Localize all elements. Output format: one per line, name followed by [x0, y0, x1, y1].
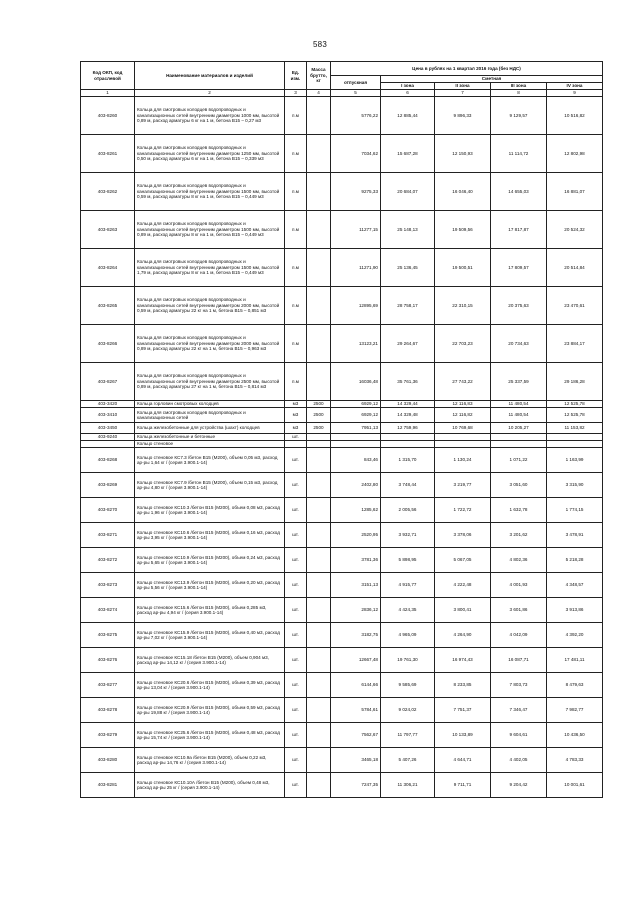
price-zone-3: 20 734,63	[491, 325, 547, 363]
product-code: 403-8263	[81, 211, 135, 249]
gross-mass	[307, 325, 331, 363]
gross-mass	[307, 211, 331, 249]
table-row	[81, 448, 603, 473]
price-zone-3: 7 346,47	[491, 698, 547, 723]
price-zone-4: 12 802,98	[547, 135, 603, 173]
product-name: Кольца железобетонные и бетонные	[135, 434, 285, 441]
table-row	[81, 548, 603, 573]
price-zone-4: 23 884,17	[547, 325, 603, 363]
product-name: Кольцо стеновое КС7.3 /бетон В15 (М200), объем 0,05 м3, расход ар-ры 1,64 кг / (серия 3.900.1-14)	[135, 448, 285, 473]
price-zone-4	[547, 441, 603, 448]
price-zone-2: 12 116,83	[435, 401, 491, 408]
price-zone-3: 17 817,87	[491, 211, 547, 249]
price-zone-1: 11 797,77	[381, 723, 435, 748]
price-zone-3: 11 480,54	[491, 401, 547, 408]
release-price: 3151,13	[331, 573, 381, 598]
table-row	[81, 598, 603, 623]
table-row	[81, 211, 603, 249]
unit: шт.	[285, 548, 307, 573]
release-price: 9275,33	[331, 173, 381, 211]
price-zone-2	[435, 434, 491, 441]
gross-mass	[307, 548, 331, 573]
price-zone-1: 9 024,02	[381, 698, 435, 723]
price-zone-4: 11 153,82	[547, 423, 603, 434]
table-row	[81, 441, 603, 448]
product-name: Кольцо стеновое КС10.9 /бетон В15 (М200), объем 0,24 м3, расход ар-ры 5,65 кг / (серия 3.900.1-14)	[135, 548, 285, 573]
product-code: 403-9240	[81, 434, 135, 441]
table-row	[81, 473, 603, 498]
price-zone-3: 4 042,09	[491, 623, 547, 648]
price-zone-3: 11 114,72	[491, 135, 547, 173]
release-price: 5784,61	[331, 698, 381, 723]
price-zone-1: 15 687,28	[381, 135, 435, 173]
price-zone-2: 3 378,06	[435, 523, 491, 548]
product-code: 403-8265	[81, 287, 135, 325]
column-number: 7	[435, 90, 491, 97]
product-name: Кольца для смотровых колодцев водопроводных и канализационных сетей внутренним диаметром 2500 мм, высотой 0,89 м, расход арматуры 27 кг на 1 м, бетона В15 – 0,814 м3	[135, 363, 285, 401]
price-zone-3	[491, 434, 547, 441]
release-price: 12895,69	[331, 287, 381, 325]
gross-mass	[307, 673, 331, 698]
unit: п.м	[285, 173, 307, 211]
price-zone-3: 7 803,73	[491, 673, 547, 698]
price-zone-4: 4 348,57	[547, 573, 603, 598]
price-zone-2: 12 150,93	[435, 135, 491, 173]
product-code: 403-8269	[81, 473, 135, 498]
release-price: 7562,67	[331, 723, 381, 748]
product-code: 403-3410	[81, 408, 135, 423]
product-code: 403-8274	[81, 598, 135, 623]
gross-mass	[307, 287, 331, 325]
gross-mass: 2500	[307, 423, 331, 434]
gross-mass	[307, 523, 331, 548]
table-row	[81, 573, 603, 598]
product-name: Кольцо стеновое КС25.6 /бетон В15 (М200), объем 0,48 м3, расход ар-ры 15,74 кг / (серия 3.900.1-14)	[135, 723, 285, 748]
price-zone-1: 28 758,17	[381, 287, 435, 325]
header-price-title: Цена в рублях на 1 квартал 2016 года (без НДС)	[331, 62, 603, 76]
product-code: 403-8271	[81, 523, 135, 548]
price-zone-3: 1 632,78	[491, 498, 547, 523]
header-name: Наименование материалов и изделий	[135, 62, 285, 90]
product-code: 403-3450	[81, 423, 135, 434]
price-zone-1: 29 264,67	[381, 325, 435, 363]
price-zone-2: 1 130,24	[435, 448, 491, 473]
product-name: Кольца для смотровых колодцев водопроводных и канализационных сетей внутренним диаметром 2000 мм, высотой 0,59 м, расход арматуры 22 кг на 1 м, бетона В15 – 0,851 м3	[135, 287, 285, 325]
release-price: 3781,36	[331, 548, 381, 573]
release-price: 11271,90	[331, 249, 381, 287]
product-name: Кольца для смотровых колодцев водопроводных и канализационных сетей внутренним диаметром 1250 мм, высотой 0,50 м, расход арматуры 6 кг на 1 м, бетона В15 – 0,339 м3	[135, 135, 285, 173]
product-name: Кольцо стеновое КС15.18 /бетон В15 (М200), объем 0,904 м3, расход ар-ры 14,12 кг / (серия 3.900.1-14)	[135, 648, 285, 673]
gross-mass: 2500	[307, 401, 331, 408]
price-zone-1: 12 759,96	[381, 423, 435, 434]
price-zone-4: 10 001,61	[547, 773, 603, 798]
price-zone-2: 12 116,82	[435, 408, 491, 423]
table-row	[81, 773, 603, 798]
column-number: 9	[547, 90, 603, 97]
price-zone-4: 4 392,20	[547, 623, 603, 648]
price-zone-3: 3 051,60	[491, 473, 547, 498]
table-row	[81, 748, 603, 773]
price-zone-1: 4 965,09	[381, 623, 435, 648]
gross-mass	[307, 173, 331, 211]
table-row	[81, 698, 603, 723]
price-zone-3: 10 205,27	[491, 423, 547, 434]
release-price: 3465,18	[331, 748, 381, 773]
product-code: 403-8281	[81, 773, 135, 798]
price-zone-4: 1 163,99	[547, 448, 603, 473]
release-price: 6929,12	[331, 401, 381, 408]
table-row	[81, 723, 603, 748]
product-code: 403-8270	[81, 498, 135, 523]
price-zone-1: 2 005,56	[381, 498, 435, 523]
gross-mass	[307, 135, 331, 173]
price-zone-4: 1 774,15	[547, 498, 603, 523]
table-row	[81, 648, 603, 673]
release-price: 3182,75	[331, 623, 381, 648]
price-zone-4: 20 514,84	[547, 249, 603, 287]
price-zone-4: 10 516,82	[547, 97, 603, 135]
product-name: Кольцо стеновое КС7.9 /бетон В15 (М200), объем 0,15 м3, расход ар-ры 4,80 кг / (серия 3.900.1-14)	[135, 473, 285, 498]
price-zone-1: 20 684,07	[381, 173, 435, 211]
price-zone-2: 8 233,85	[435, 673, 491, 698]
table-row	[81, 173, 603, 211]
price-zone-4: 3 913,86	[547, 598, 603, 623]
price-zone-4: 20 524,32	[547, 211, 603, 249]
price-zone-3: 3 601,86	[491, 598, 547, 623]
product-name: Кольцо стеновое КС10.9а /бетон В15 (М200), объем 0,22 м3, расход ар-ры 14,76 кг / (серия 3.900.1-14)	[135, 748, 285, 773]
table-body	[81, 97, 603, 798]
price-zone-2: 19 509,56	[435, 211, 491, 249]
unit: шт.	[285, 498, 307, 523]
header-zone2: II зона	[435, 83, 491, 90]
unit: п.м	[285, 97, 307, 135]
price-zone-4	[547, 434, 603, 441]
product-name: Кольцо стеновое КС20.6 /бетон В15 (М200), объем 0,39 м3, расход ар-ры 13,04 кг / (серия 3.900.1-14)	[135, 673, 285, 698]
release-price: 11277,15	[331, 211, 381, 249]
price-zone-4: 4 783,33	[547, 748, 603, 773]
product-name: Кольцо стеновое КС13.9 /бетон В15 (М200), объем 0,20 м3, расход ар-ры 5,56 кг / (серия 3.900.1-14)	[135, 573, 285, 598]
unit: шт.	[285, 473, 307, 498]
gross-mass	[307, 473, 331, 498]
unit: п.м	[285, 135, 307, 173]
price-zone-4: 12 525,78	[547, 401, 603, 408]
unit: шт.	[285, 748, 307, 773]
price-zone-2: 5 067,05	[435, 548, 491, 573]
product-name: Кольцо стеновое КС20.9 /бетон В15 (М200), объем 0,59 м3, расход ар-ры 19,88 кг / (серия 3.900.1-14)	[135, 698, 285, 723]
product-name: Кольца горловин смотровых колодцев	[135, 401, 285, 408]
table-row	[81, 498, 603, 523]
release-price	[331, 441, 381, 448]
release-price: 7034,62	[331, 135, 381, 173]
unit	[285, 441, 307, 448]
gross-mass	[307, 498, 331, 523]
price-zone-2: 22 310,15	[435, 287, 491, 325]
product-code: 403-8268	[81, 448, 135, 473]
gross-mass	[307, 573, 331, 598]
product-code: 403-8275	[81, 623, 135, 648]
release-price: 843,46	[331, 448, 381, 473]
header-zone4: IV зона	[547, 83, 603, 90]
price-zone-1: 1 315,70	[381, 448, 435, 473]
release-price: 2836,12	[331, 598, 381, 623]
product-code: 403-8279	[81, 723, 135, 748]
product-name: Кольца для смотровых колодцев водопроводных и канализационных сетей внутренним диаметром 1000 мм, высотой 0,89 м, расход арматуры 6 кг на 1 м, бетона В15 – 0,27 м3	[135, 97, 285, 135]
table-row	[81, 523, 603, 548]
header-estimate: Сметная	[381, 76, 603, 83]
release-price: 13123,21	[331, 325, 381, 363]
price-zone-1: 5 407,26	[381, 748, 435, 773]
price-zone-3: 4 001,93	[491, 573, 547, 598]
price-zone-4: 16 881,07	[547, 173, 603, 211]
product-name: Кольцо стеновое КС10.3 /бетон В15 (М200), объем 0,08 м3, расход ар-ры 1,96 кг / (серия 3.900.1-14)	[135, 498, 285, 523]
price-zone-3: 20 375,63	[491, 287, 547, 325]
price-zone-3: 9 129,57	[491, 97, 547, 135]
price-zone-4: 29 186,28	[547, 363, 603, 401]
price-zone-1: 4 915,77	[381, 573, 435, 598]
page-number: 583	[313, 40, 327, 49]
price-zone-2: 3 800,41	[435, 598, 491, 623]
price-zone-1: 11 306,21	[381, 773, 435, 798]
gross-mass	[307, 448, 331, 473]
price-zone-1: 12 885,44	[381, 97, 435, 135]
product-code: 403-8277	[81, 673, 135, 698]
price-zone-1: 25 136,45	[381, 249, 435, 287]
unit: шт.	[285, 648, 307, 673]
release-price: 7951,13	[331, 423, 381, 434]
product-code: 403-8278	[81, 698, 135, 723]
unit: м3	[285, 408, 307, 423]
product-name: Кольцо стеновое КС10.6 /бетон В15 (М200), объем 0,16 м3, расход ар-ры 3,95 кг / (серия 3.900.1-14)	[135, 523, 285, 548]
release-price: 6144,66	[331, 673, 381, 698]
column-number: 6	[381, 90, 435, 97]
price-zone-3	[491, 441, 547, 448]
release-price: 2402,80	[331, 473, 381, 498]
table-row	[81, 325, 603, 363]
price-zone-1: 3 932,71	[381, 523, 435, 548]
column-number: 3	[285, 90, 307, 97]
price-zone-3: 9 204,42	[491, 773, 547, 798]
unit: шт.	[285, 523, 307, 548]
product-name: Кольца для смотровых колодцев водопроводных и канализационных сетей внутренним диаметром 1500 мм, высотой 0,89 м, расход арматуры 8 кг на 1 м, бетона В15 – 0,449 м3	[135, 211, 285, 249]
gross-mass	[307, 434, 331, 441]
price-zone-3: 4 802,36	[491, 548, 547, 573]
table-row	[81, 434, 603, 441]
price-zone-1: 9 585,69	[381, 673, 435, 698]
price-zone-2: 10 133,89	[435, 723, 491, 748]
price-zone-4: 17 481,11	[547, 648, 603, 673]
price-zone-4: 3 315,90	[547, 473, 603, 498]
unit: п.м	[285, 249, 307, 287]
product-name: Кольца для смотровых колодцев водопроводных и канализационных сетей внутренним диаметром 2000 мм, высотой 0,89 м, расход арматуры 22 кг на 1 м, бетона В15 – 0,963 м3	[135, 325, 285, 363]
price-zone-4: 10 436,50	[547, 723, 603, 748]
price-zone-1: 14 329,44	[381, 401, 435, 408]
product-code: 403-3420	[81, 401, 135, 408]
unit: шт.	[285, 434, 307, 441]
column-number: 5	[331, 90, 381, 97]
product-code: 403-8264	[81, 249, 135, 287]
price-zone-3: 14 655,03	[491, 173, 547, 211]
table-row	[81, 363, 603, 401]
price-zone-3: 16 087,71	[491, 648, 547, 673]
price-zone-2: 19 500,51	[435, 249, 491, 287]
gross-mass	[307, 97, 331, 135]
header-code: Код ОКП, код отраслевой	[81, 62, 135, 90]
unit: п.м	[285, 287, 307, 325]
price-zone-4: 12 525,78	[547, 408, 603, 423]
price-zone-3: 4 402,05	[491, 748, 547, 773]
price-zone-2: 22 703,23	[435, 325, 491, 363]
table-row	[81, 97, 603, 135]
price-zone-2: 4 264,90	[435, 623, 491, 648]
table-row	[81, 423, 603, 434]
table-row	[81, 623, 603, 648]
price-zone-3: 25 337,59	[491, 363, 547, 401]
product-name: Кольцо стеновое КС15.6 /бетон В15 (М200), объем 0,285 м3, расход ар-ры 4,94 кг / (серия 3.900.1-14)	[135, 598, 285, 623]
price-zone-1: 19 761,30	[381, 648, 435, 673]
price-zone-1: 4 424,35	[381, 598, 435, 623]
column-numbers-row	[81, 90, 603, 97]
price-zone-1: 35 761,36	[381, 363, 435, 401]
table-row	[81, 287, 603, 325]
price-zone-2: 16 046,40	[435, 173, 491, 211]
product-name: Кольцо стеновое КС10.10А /бетон В15 (М200), объем 0,48 м3, расход ар-ры 25 кг / (серия 3.900.1-14)	[135, 773, 285, 798]
price-zone-2: 10 769,68	[435, 423, 491, 434]
price-zone-4: 23 470,61	[547, 287, 603, 325]
price-zone-4: 3 478,91	[547, 523, 603, 548]
price-zone-4: 8 479,63	[547, 673, 603, 698]
price-zone-3: 3 201,62	[491, 523, 547, 548]
unit: шт.	[285, 698, 307, 723]
product-name: Кольца для смотровых колодцев водопроводных и канализационных сетей внутренним диаметром 1500 мм, высотой 1,79 м, расход арматуры 8 кг на 1 м, бетона В15 – 0,449 м3	[135, 249, 285, 287]
price-zone-1: 25 148,13	[381, 211, 435, 249]
release-price: 5776,22	[331, 97, 381, 135]
column-number: 4	[307, 90, 331, 97]
unit: шт.	[285, 448, 307, 473]
price-zone-2	[435, 441, 491, 448]
price-zone-1: 14 329,48	[381, 408, 435, 423]
unit: п.м	[285, 211, 307, 249]
price-zone-4: 7 982,77	[547, 698, 603, 723]
product-name: Кольца для смотровых колодцев водопроводных и канализационных сетей	[135, 408, 285, 423]
product-code	[81, 441, 135, 448]
header-zone1: I зона	[381, 83, 435, 90]
unit: п.м	[285, 325, 307, 363]
column-number: 1	[81, 90, 135, 97]
gross-mass	[307, 249, 331, 287]
price-zone-1: 5 898,95	[381, 548, 435, 573]
product-code: 403-8267	[81, 363, 135, 401]
gross-mass: 2500	[307, 408, 331, 423]
price-zone-2: 7 751,37	[435, 698, 491, 723]
header-release: отпускная	[331, 76, 381, 90]
product-name: Кольца железобетонные для устройства (шахт) колодцев	[135, 423, 285, 434]
price-zone-2: 3 219,77	[435, 473, 491, 498]
gross-mass	[307, 598, 331, 623]
unit: шт.	[285, 723, 307, 748]
unit: шт.	[285, 773, 307, 798]
unit: шт.	[285, 623, 307, 648]
price-zone-2: 9 711,71	[435, 773, 491, 798]
header-mass: Масса брутто, кг	[307, 62, 331, 90]
unit: м3	[285, 423, 307, 434]
release-price	[331, 434, 381, 441]
gross-mass	[307, 363, 331, 401]
product-name: Кольца для смотровых колодцев водопроводных и канализационных сетей внутренним диаметром 1500 мм, высотой 0,59 м, расход арматуры 8 кг на 1 м, бетона В15 – 0,449 м3	[135, 173, 285, 211]
product-code: 403-8266	[81, 325, 135, 363]
price-zone-3: 9 604,61	[491, 723, 547, 748]
header-zone3: III зона	[491, 83, 547, 90]
table-row	[81, 408, 603, 423]
column-number: 8	[491, 90, 547, 97]
price-zone-2: 9 896,33	[435, 97, 491, 135]
product-name: Кольцо стеновое КС15.9 /бетон В15 (М200), объем 0,40 м3, расход ар-ры 7,02 кг / (серия 3.900.1-14)	[135, 623, 285, 648]
product-code: 403-8280	[81, 748, 135, 773]
release-price: 6929,12	[331, 408, 381, 423]
unit: п.м	[285, 363, 307, 401]
table-row	[81, 673, 603, 698]
gross-mass	[307, 748, 331, 773]
price-zone-2: 4 222,48	[435, 573, 491, 598]
table-row	[81, 249, 603, 287]
unit: шт.	[285, 598, 307, 623]
price-zone-2: 1 722,72	[435, 498, 491, 523]
release-price: 12667,48	[331, 648, 381, 673]
table-row	[81, 401, 603, 408]
gross-mass	[307, 623, 331, 648]
table-row	[81, 135, 603, 173]
price-zone-3: 1 071,22	[491, 448, 547, 473]
gross-mass	[307, 723, 331, 748]
gross-mass	[307, 441, 331, 448]
gross-mass	[307, 773, 331, 798]
release-price: 7247,35	[331, 773, 381, 798]
unit: шт.	[285, 673, 307, 698]
unit: шт.	[285, 573, 307, 598]
gross-mass	[307, 648, 331, 673]
price-zone-1: 3 748,44	[381, 473, 435, 498]
price-zone-3: 17 809,57	[491, 249, 547, 287]
release-price: 16036,48	[331, 363, 381, 401]
price-zone-1	[381, 441, 435, 448]
price-zone-4: 5 218,28	[547, 548, 603, 573]
header-unit: Ед. изм.	[285, 62, 307, 90]
product-code: 403-8262	[81, 173, 135, 211]
product-code: 403-8276	[81, 648, 135, 673]
price-table	[80, 61, 603, 798]
release-price: 1285,62	[331, 498, 381, 523]
unit: м3	[285, 401, 307, 408]
product-code: 403-8261	[81, 135, 135, 173]
price-zone-2: 16 974,43	[435, 648, 491, 673]
product-name: Кольцо стеновое	[135, 441, 285, 448]
price-zone-2: 4 644,71	[435, 748, 491, 773]
price-zone-1	[381, 434, 435, 441]
product-code: 403-8272	[81, 548, 135, 573]
price-zone-2: 27 743,22	[435, 363, 491, 401]
price-zone-3: 11 480,54	[491, 408, 547, 423]
column-number: 2	[135, 90, 285, 97]
release-price: 2520,95	[331, 523, 381, 548]
gross-mass	[307, 698, 331, 723]
product-code: 403-8260	[81, 97, 135, 135]
product-code: 403-8273	[81, 573, 135, 598]
